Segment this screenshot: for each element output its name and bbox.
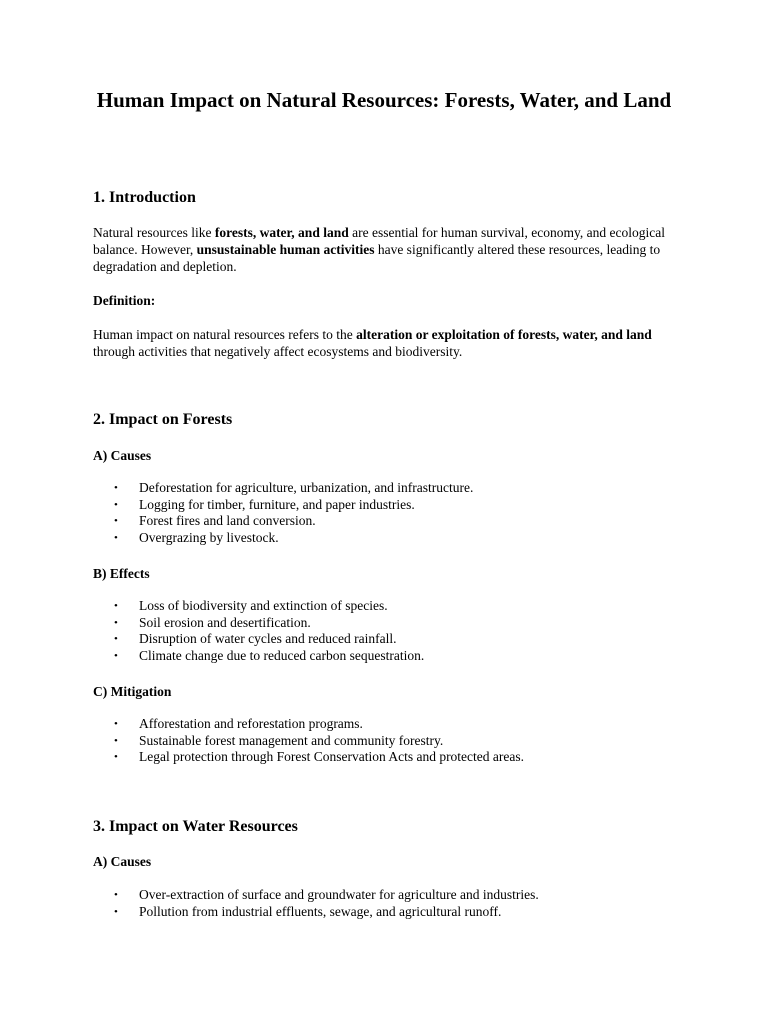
list-item-text: Overgrazing by livestock.	[139, 530, 279, 546]
list-item	[93, 513, 683, 530]
definition-label: Definition:	[93, 293, 156, 308]
definition-text-2: through activities that negatively affect ecosystems and biodiversity.	[93, 344, 463, 359]
intro-bold-activities: unsustainable human activities	[196, 242, 375, 257]
list-item-text: Sustainable forest management and community forestry.	[139, 732, 444, 748]
list-item	[93, 631, 683, 648]
list-item-text: Loss of biodiversity and extinction of species.	[139, 598, 388, 613]
list-item	[93, 497, 683, 514]
list-item-text: Legal protection through Forest Conservation Acts and protected areas.	[139, 749, 525, 765]
intro-text-2: are essential for human survival, economy, and ecological balance. However,	[93, 225, 665, 257]
forests-effects-list	[93, 598, 683, 665]
definition-paragraph	[93, 326, 683, 360]
list-item	[93, 530, 683, 547]
bullet-icon: •	[114, 650, 118, 663]
intro-bold-resources: forests, water, and land	[214, 225, 349, 240]
list-item	[93, 749, 683, 766]
list-item	[93, 716, 683, 733]
bullet-icon: •	[114, 889, 118, 901]
list-item-text: Afforestation and reforestation programs.	[139, 716, 363, 731]
list-item-text: Climate change due to reduced carbon sequestration.	[139, 648, 425, 664]
definition-bold: alteration or exploitation of forests, water, and land	[356, 327, 652, 342]
list-item	[93, 904, 683, 921]
list-item-text: Over-extraction of surface and groundwater for agriculture and industries.	[139, 887, 539, 902]
definition-text-1: Human impact on natural resources refers to the	[93, 327, 357, 342]
bullet-icon: •	[114, 616, 118, 629]
bullet-icon: •	[114, 905, 118, 918]
list-item-text: Forest fires and land conversion.	[139, 513, 316, 529]
list-item-text: Disruption of water cycles and reduced rainfall.	[139, 631, 397, 647]
bullet-icon: •	[114, 482, 118, 494]
list-item	[93, 480, 683, 497]
section-heading-forests: 2. Impact on Forests	[93, 411, 233, 428]
section-heading-introduction: 1. Introduction	[93, 189, 196, 206]
water-causes-list	[93, 887, 683, 920]
list-item	[93, 598, 683, 615]
page-title: Human Impact on Natural Resources: Forests, Water, and Land	[96, 88, 672, 112]
list-item-text: Logging for timber, furniture, and paper industries.	[139, 496, 415, 512]
forests-mitigation-label: C) Mitigation	[93, 684, 172, 699]
forests-causes-label: A) Causes	[93, 448, 152, 463]
list-item-text: Soil erosion and desertification.	[139, 614, 311, 630]
list-item-text: Pollution from industrial effluents, sewage, and agricultural runoff.	[139, 903, 502, 919]
bullet-icon: •	[114, 498, 118, 511]
section-heading-water: 3. Impact on Water Resources	[93, 818, 298, 835]
water-causes-label: A) Causes	[93, 854, 152, 869]
forests-causes-list	[93, 480, 683, 547]
forests-mitigation-list	[93, 716, 683, 766]
intro-text-3: have significantly altered these resources, leading to degradation and depletion.	[93, 242, 661, 274]
list-item	[93, 615, 683, 632]
bullet-icon: •	[114, 718, 118, 730]
list-item	[93, 733, 683, 750]
bullet-icon: •	[114, 515, 118, 528]
bullet-icon: •	[114, 600, 118, 612]
intro-text-1: Natural resources like	[93, 225, 215, 240]
intro-paragraph	[93, 224, 683, 275]
bullet-icon: •	[114, 751, 118, 764]
bullet-icon: •	[114, 532, 118, 545]
forests-effects-label: B) Effects	[93, 566, 150, 581]
list-item	[93, 887, 683, 904]
list-item	[93, 648, 683, 665]
list-item-text: Deforestation for agriculture, urbanization, and infrastructure.	[139, 480, 474, 495]
bullet-icon: •	[114, 734, 118, 747]
bullet-icon: •	[114, 633, 118, 646]
